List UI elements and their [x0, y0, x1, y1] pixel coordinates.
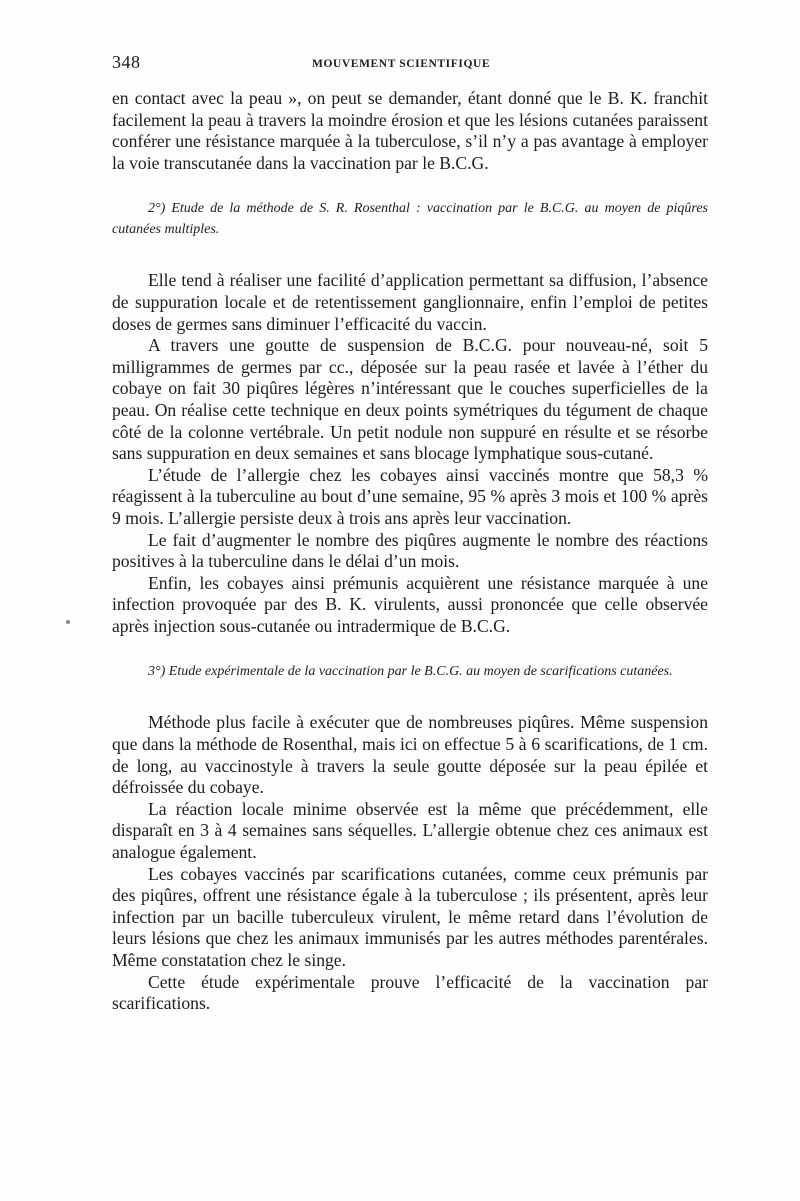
paragraph-continuation: en contact avec la peau », on peut se demander, étant donné que le B. K. franchit facilement la peau à travers la moindre érosion et que les lésions cutanées paraissent conférer une résistance marquée à la tuberculose, s’il n’y a pas avantage à employer la voie transcutanée dans la vaccination par le B.C.G. — [112, 88, 708, 173]
paragraph: Les cobayes vaccinés par scarifications cutanées, comme ceux prémunis par des piqûres, offrent une résistance égale à la tuberculose ; ils présentent, après leur infection par un bacille tuberculeux virulent, le même retard dans l’évolution de leurs lésions que chez les animaux immunisés par les autres méthodes parentérales. Même constatation chez le singe. — [112, 863, 708, 970]
paragraph: Le fait d’augmenter le nombre des piqûres augmente le nombre des réactions positives à la tuberculine dans le délai d’un mois. — [112, 529, 708, 572]
paragraph: L’étude de l’allergie chez les cobayes ainsi vaccinés montre que 58,3 % réagissent à la tuberculine au bout d’une semaine, 95 % après 3 mois et 100 % après 9 mois. L’allergie persiste deux à trois ans après leur vaccination. — [112, 464, 708, 528]
paragraph: Enfin, les cobayes ainsi prémunis acquièrent une résistance marquée à une infection provoquée par des B. K. virulents, aussi prononcée que celle observée après injection sous-cutanée ou intradermique de B.C.G. — [112, 572, 708, 636]
paragraph: Méthode plus facile à exécuter que de nombreuses piqûres. Même suspension que dans la méthode de Rosenthal, mais ici on effectue 5 à 6 scarifications, de 1 cm. de long, au vaccinostyle à travers la seule goutte déposée sur la peau épilée et défroissée du cobaye. — [112, 712, 708, 798]
page-number: 348 — [112, 52, 141, 72]
body-text — [112, 88, 708, 1015]
paragraph: A travers une goutte de suspension de B.C.G. pour nouveau-né, soit 5 milligrammes de germes par cc., déposée sur la peau rasée et lavée à l’éther du cobaye on fait 30 piqûres légères n’intéressant que le couches superficielles de la peau. On réalise cette technique en deux points symétriques du tégument de chaque côté de la colonne vertébrale. Un petit nodule non suppuré en résulte et se résorbe sans suppuration en deux semaines et sans blocage lymphatique sous-cutané. — [112, 335, 708, 464]
paragraph: Elle tend à réaliser une facilité d’application permettant sa diffusion, l’absence de suppuration locale et de retentissement ganglionnaire, enfin l’emploi de petites doses de germes sans diminuer l’efficacité du vaccin. — [112, 270, 708, 334]
paragraph: Cette étude expérimentale prouve l’efficacité de la vaccination par scarifications. — [112, 971, 708, 1014]
running-title: MOUVEMENT SCIENTIFIQUE — [312, 58, 491, 70]
section-heading-3: 3°) Etude expérimentale de la vaccination par le B.C.G. au moyen de scarifications cutanées. — [148, 664, 673, 680]
page-header — [112, 52, 708, 76]
paragraph: La réaction locale minime observée est la même que précédemment, elle disparaît en 3 à 4 semaines sans séquelles. L’allergie obtenue chez ces animaux est analogue également. — [112, 798, 708, 863]
print-speck — [66, 620, 70, 624]
section-heading-2: 2°) Etude de la méthode de S. R. Rosenthal : vaccination par le B.C.G. au moyen de piqûres cutanées multiples. — [112, 201, 708, 238]
